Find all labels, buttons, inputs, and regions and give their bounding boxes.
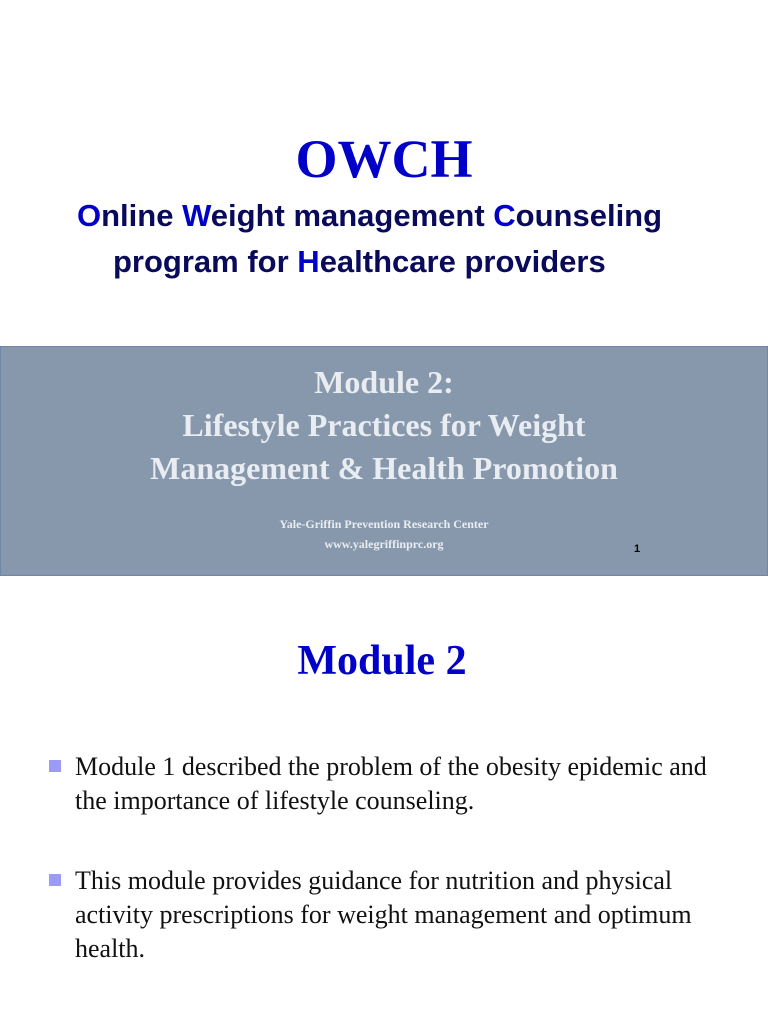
program-name-line-1 <box>60 193 760 239</box>
initial-letter-w: W <box>182 198 211 233</box>
list-item <box>47 750 727 818</box>
module-banner-title <box>1 361 767 490</box>
bullet-text: This module provides guidance for nutrition and physical activity prescriptions for weight management and optimum health. <box>75 866 692 963</box>
module-label: Module 2: <box>314 364 454 400</box>
initial-letter-h: H <box>297 244 320 279</box>
program-full-name <box>60 193 760 285</box>
subtitle-text: program for <box>113 244 298 279</box>
initial-letter-o: O <box>77 198 102 233</box>
subtitle-text: ealthcare providers <box>319 244 606 279</box>
module-overview-slide <box>0 576 768 1024</box>
bullet-text: Module 1 described the problem of the obesity epidemic and the importance of lifestyle counseling. <box>75 752 707 815</box>
organization-name: Yale-Griffin Prevention Research Center <box>279 517 489 531</box>
square-bullet-icon <box>49 760 61 772</box>
module-banner <box>0 346 768 576</box>
organization-info <box>1 514 767 554</box>
program-acronym-title: OWCH <box>295 129 473 189</box>
organization-url: www.yalegriffinprc.org <box>324 537 444 551</box>
module-title-line-1: Lifestyle Practices for Weight <box>182 407 586 443</box>
slide-number: 1 <box>634 543 641 555</box>
program-name-line-2 <box>60 239 760 285</box>
bullet-list <box>47 750 727 1012</box>
module-title-line-2: Management & Health Promotion <box>150 450 618 486</box>
slide-heading: Module 2 <box>297 638 467 684</box>
list-item <box>47 864 727 966</box>
subtitle-text: ounseling <box>515 198 663 233</box>
square-bullet-icon <box>49 874 61 886</box>
subtitle-text: nline <box>101 198 183 233</box>
subtitle-text: eight management <box>210 198 494 233</box>
initial-letter-c: C <box>493 198 516 233</box>
